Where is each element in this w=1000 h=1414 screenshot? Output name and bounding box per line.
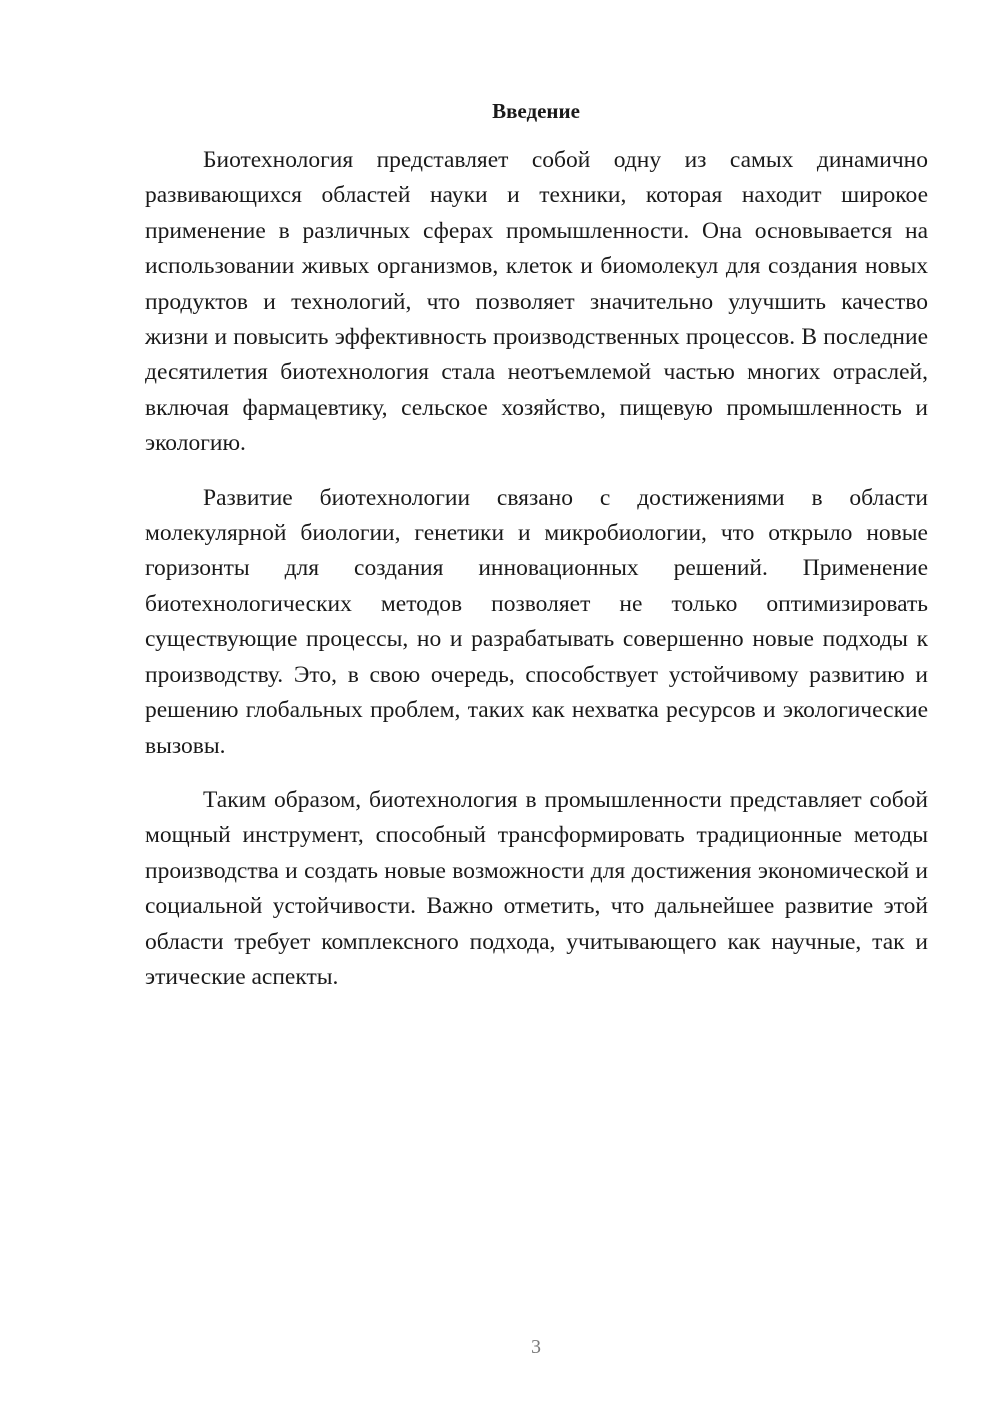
paragraph-3: Таким образом, биотехнология в промышленности представляет собой мощный инструмент, способный трансформировать традиционные методы производства и создать новые возможности для достижения экономической и социальной устойчивости. Важно отметить, что дальнейшее развитие этой области требует комплексного подхода, учитывающего как научные, так и этические аспекты. (145, 786, 928, 990)
paragraph-1: Биотехнология представляет собой одну из самых динамично развивающихся областей науки и техники, которая находит широкое применение в различных сферах промышленности. Она основывается на использовании живых организмов, клеток и биомолекул для создания новых продуктов и технологий, что позволяет значительно улучшить качество жизни и повысить эффективность производственных процессов. В последние десятилетия биотехнология стала неотъемлемой частью многих отраслей, включая фармацевтику, сельское хозяйство, пищевую промышленность и экологию. (145, 147, 928, 457)
paragraph-2: Развитие биотехнологии связано с достижениями в области молекулярной биологии, генетики и микробиологии, что открыло новые горизонты для создания инновационных решений. Применение биотехнологических методов позволяет не только оптимизировать существующие процессы, но и разрабатывать совершенно новые подходы к производству. Это, в свою очередь, способствует устойчивому развитию и решению глобальных проблем, таких как нехватка ресурсов и экологические вызовы. (145, 484, 928, 759)
body-text (145, 143, 928, 1014)
section-heading: Введение (492, 99, 580, 123)
page-number: 3 (531, 1336, 541, 1358)
